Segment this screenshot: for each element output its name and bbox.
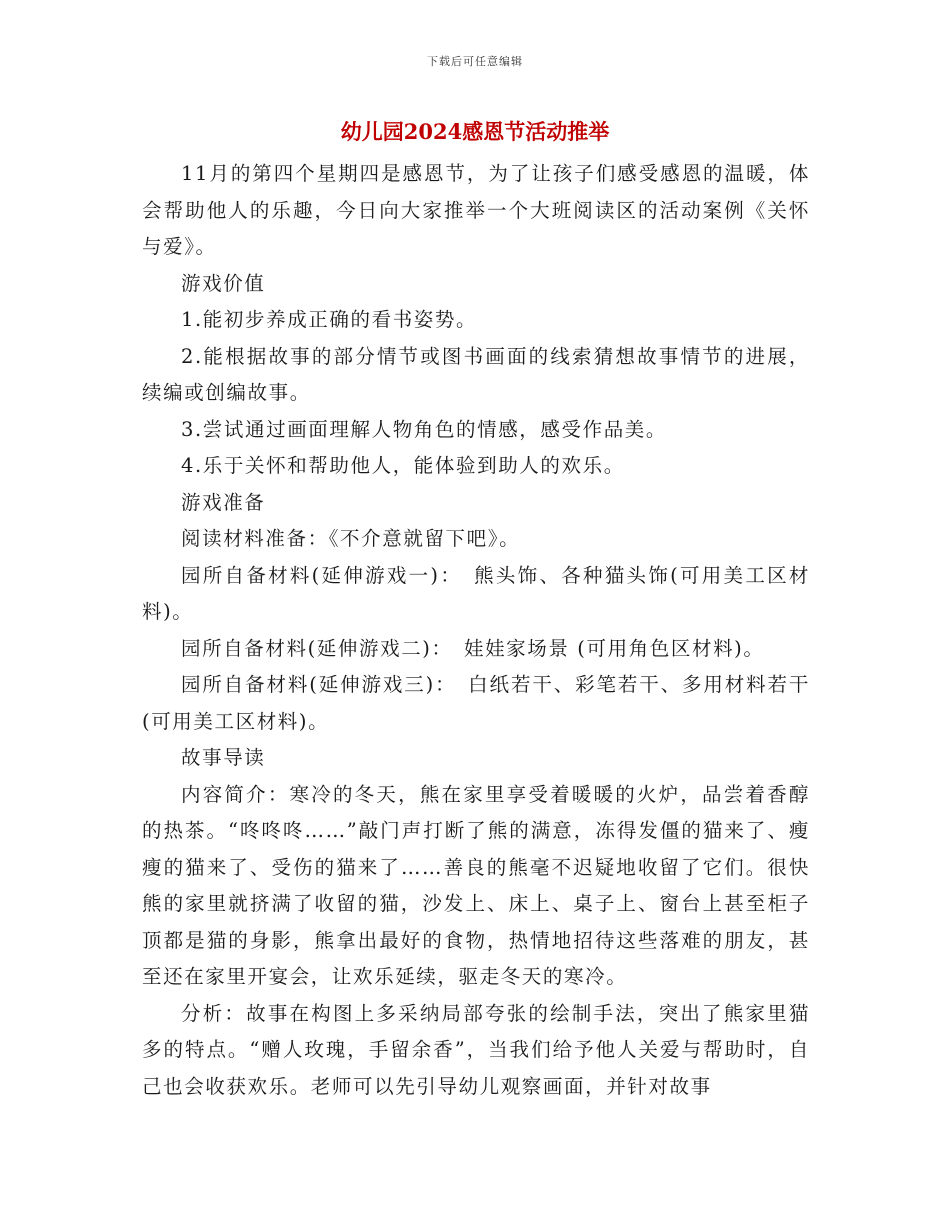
- material-extension-1: 园所自备材料(延伸游戏一)： 熊头饰、各种猫头饰(可用美工区材料)。: [142, 563, 810, 623]
- story-summary-paragraph: 内容简介：寒冷的冬天，熊在家里享受着暖暖的火炉，品尝着香醇的热茶。“咚咚咚……”敲门声打断了熊的满意，冻得发僵的猫来了、瘦瘦的猫来了、受伤的猫来了……善良的熊毫不迟疑地收留了它们。很快熊的家里就挤满了收留的猫，沙发上、床上、桌子上、窗台上甚至柜子顶都是猫的身影，熊拿出最好的食物，热情地招待这些落难的朋友，甚至还在家里开宴会，让欢乐延续，驱走冬天的寒冷。: [142, 782, 810, 988]
- material-extension-2: 园所自备材料(延伸游戏二)： 娃娃家场景 (可用角色区材料)。: [181, 636, 765, 660]
- story-analysis-paragraph: 分析：故事在构图上多采纳局部夸张的绘制手法，突出了熊家里猫多的特点。“赠人玫瑰，手留余香”，当我们给予他人关爱与帮助时，自己也会收获欢乐。老师可以先引导幼儿观察画面，并针对故事: [142, 1001, 810, 1098]
- section-heading-game-preparation: 游戏准备: [181, 490, 266, 514]
- goal-item-2: 2.能根据故事的部分情节或图书画面的线索猜想故事情节的进展，续编或创编故事。: [142, 344, 810, 404]
- goal-item-1: 1.能初步养成正确的看书姿势。: [181, 308, 478, 331]
- material-extension-3: 园所自备材料(延伸游戏三)： 白纸若干、彩笔若干、多用材料若干(可用美工区材料)。: [142, 673, 810, 733]
- intro-paragraph: 11月的第四个星期四是感恩节，为了让孩子们感受感恩的温暖，体会帮助他人的乐趣，今日向大家推举一个大班阅读区的活动案例《关怀与爱》。: [142, 162, 810, 258]
- section-heading-game-value: 游戏价值: [181, 271, 266, 295]
- goal-item-3: 3.尝试通过画面理解人物角色的情感，感受作品美。: [181, 417, 668, 441]
- document-title: 幼儿园2024感恩节活动推举: [340, 119, 610, 144]
- reading-material-paragraph: 阅读材料准备：《不介意就留下吧》。: [181, 527, 521, 550]
- section-heading-story-guide: 故事导读: [181, 746, 266, 769]
- goal-item-4: 4.乐于关怀和帮助他人，能体验到助人的欢乐。: [181, 454, 625, 477]
- document-body: [142, 156, 810, 1105]
- header-note: 下载后可任意编辑: [427, 55, 523, 68]
